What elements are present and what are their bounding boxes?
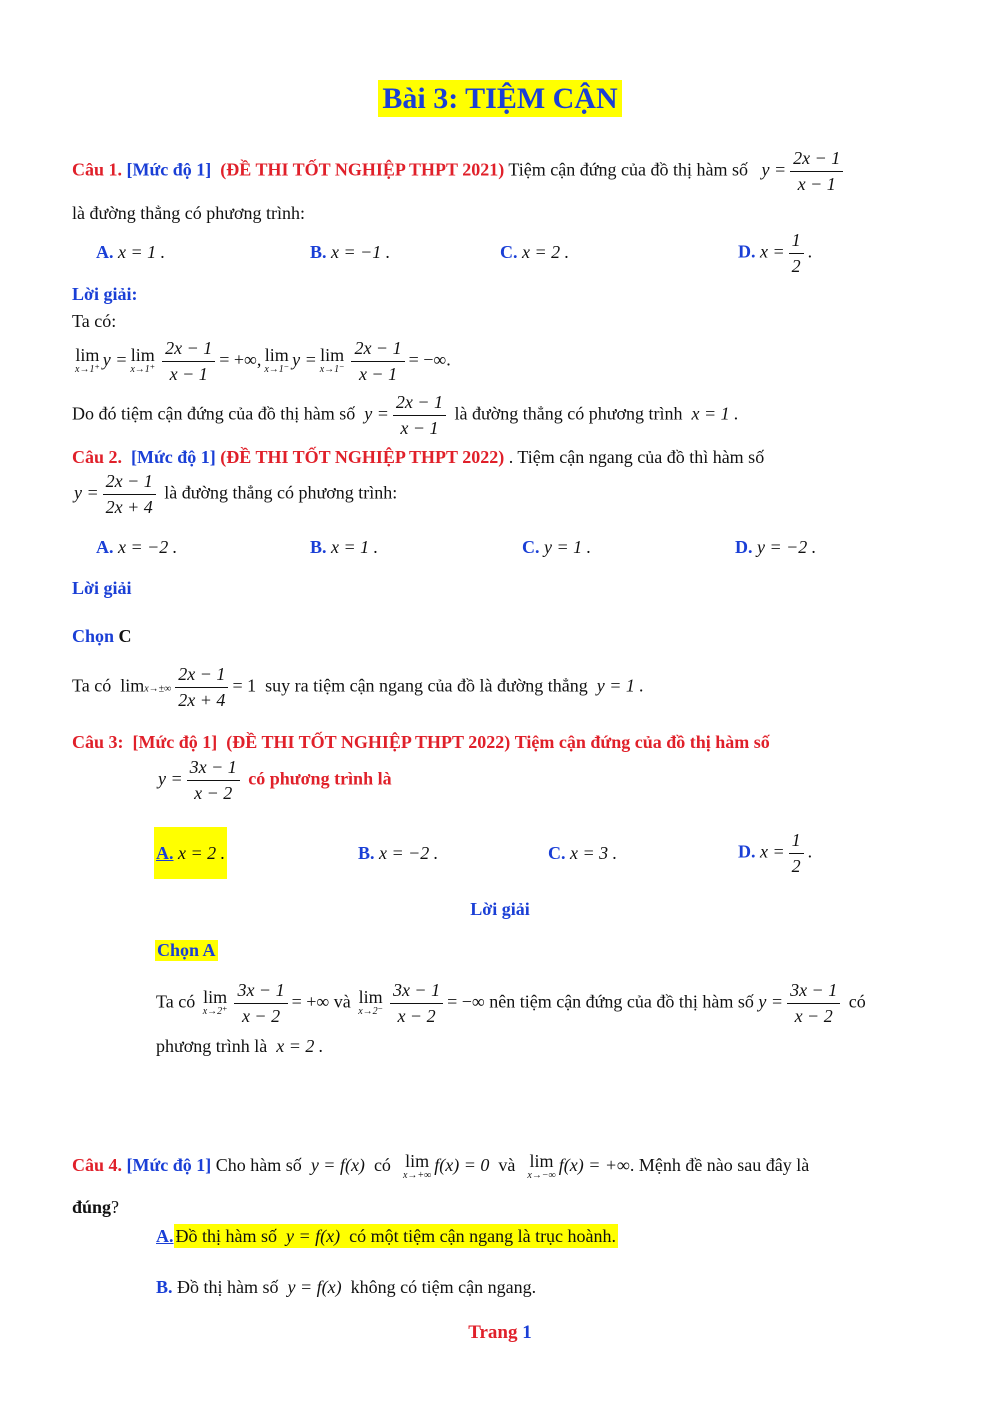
- q3-stem: Câu 3: [Mức độ 1] (ĐỀ THI TỐT NGHIỆP THPT 2022) Tiệm cận đứng của đồ thị hàm số: [72, 732, 770, 752]
- q4-option-b: B. Đồ thị hàm số y = f(x) không có tiệm cận ngang.: [156, 1277, 537, 1297]
- q3-solution-line2: phương trình là x = 2 .: [156, 1036, 324, 1056]
- q2-choice: Chọn C: [72, 626, 132, 646]
- q4-stem: Câu 4. [Mức độ 1] Cho hàm số y = f(x) có lim x→+∞ f(x) = 0 và lim x→−∞ f(x) = +∞. Mệnh đề nào sau đây là: [72, 1151, 810, 1181]
- q1-stem-line2: là đường thẳng có phương trình:: [72, 203, 306, 223]
- q2-stem-line2: y = $\frac{2x - 1}{2x + 4}$ là đường thẳng có phương trình:: [74, 471, 398, 517]
- q2-option-a: A. x = −2 .: [96, 537, 178, 557]
- q1-option-a: A. x = 1 .: [96, 242, 166, 262]
- q3-choice: Chọn A: [157, 940, 216, 960]
- q3-solution-title: Lời giải: [470, 899, 530, 919]
- page-footer: Trang 1: [468, 1322, 532, 1343]
- page-title: Bài 3: TIỆM CẬN: [0, 82, 1000, 116]
- q1-option-c: C. x = 2 .: [500, 242, 570, 262]
- q2-solution-title: Lời giải: [72, 578, 132, 598]
- q4-stem-line2: đúng?: [72, 1197, 120, 1217]
- q1-option-b: B. x = −1 .: [310, 242, 391, 262]
- q3-stem-line2: y = $\frac{3x - 1}{x - 2}$ có phương trình là: [158, 757, 392, 803]
- q2-option-d: D. y = −2 .: [735, 537, 817, 557]
- q2-option-b: B. x = 1 .: [310, 537, 379, 557]
- q1-conclusion: Do đó tiệm cận đứng của đồ thị hàm số y = $\frac{2x - 1}{x - 1}$ là đường thẳng có phương trình x = 1 .: [72, 392, 739, 438]
- q1-stem: Câu 1. [Mức độ 1] (ĐỀ THI TỐT NGHIỆP THPT 2021) Tiệm cận đứng của đồ thị hàm số y = $\frac{2x - 1}{x - 1}$: [72, 148, 847, 194]
- q3-option-d: D. x = $\frac{1}{2}$ .: [738, 830, 813, 876]
- q1-limits: lim x→1⁺ y = lim x→1⁺ $\frac{2x - 1}{x - 1}$ = +∞, lim x→1⁻ y = lim x→1⁻ $\frac{2x - 1}{x - 1}$ = −∞.: [75, 338, 451, 384]
- q3-option-c: C. x = 3 .: [548, 843, 618, 863]
- q3-option-a-highlighted: A. x = 2 .: [154, 827, 227, 879]
- q1-solution-title: Lời giải:: [72, 284, 138, 304]
- q4-option-a: A. Đồ thị hàm số y = f(x) có một tiệm cận ngang là trục hoành.: [156, 1226, 617, 1246]
- q1-func: $\frac{2x - 1}{x - 1}$: [790, 148, 843, 194]
- q2-option-c: C. y = 1 .: [522, 537, 592, 557]
- q3-option-b: B. x = −2 .: [358, 843, 439, 863]
- q2-stem: Câu 2. [Mức độ 1] (ĐỀ THI TỐT NGHIỆP THPT 2022) . Tiệm cận ngang của đồ thì hàm số: [72, 447, 765, 467]
- q1-solution-line1: Ta có:: [72, 311, 117, 331]
- q3-solution: Ta có lim x→2⁺ $\frac{3x - 1}{x - 2}$ = +∞ và lim x→2⁻ $\frac{3x - 1}{x - 2}$ = −∞ nên tiệm cận đứng của đồ thị hàm số y = $\frac{3x - 1}{x - 2}$ có: [156, 980, 866, 1026]
- q1-option-d: D. x = $\frac{1}{2}$ .: [738, 230, 813, 276]
- q2-solution: Ta có limx→±∞ $\frac{2x - 1}{2x + 4}$ = 1 suy ra tiệm cận ngang của đồ là đường thẳng y = 1 .: [72, 664, 644, 710]
